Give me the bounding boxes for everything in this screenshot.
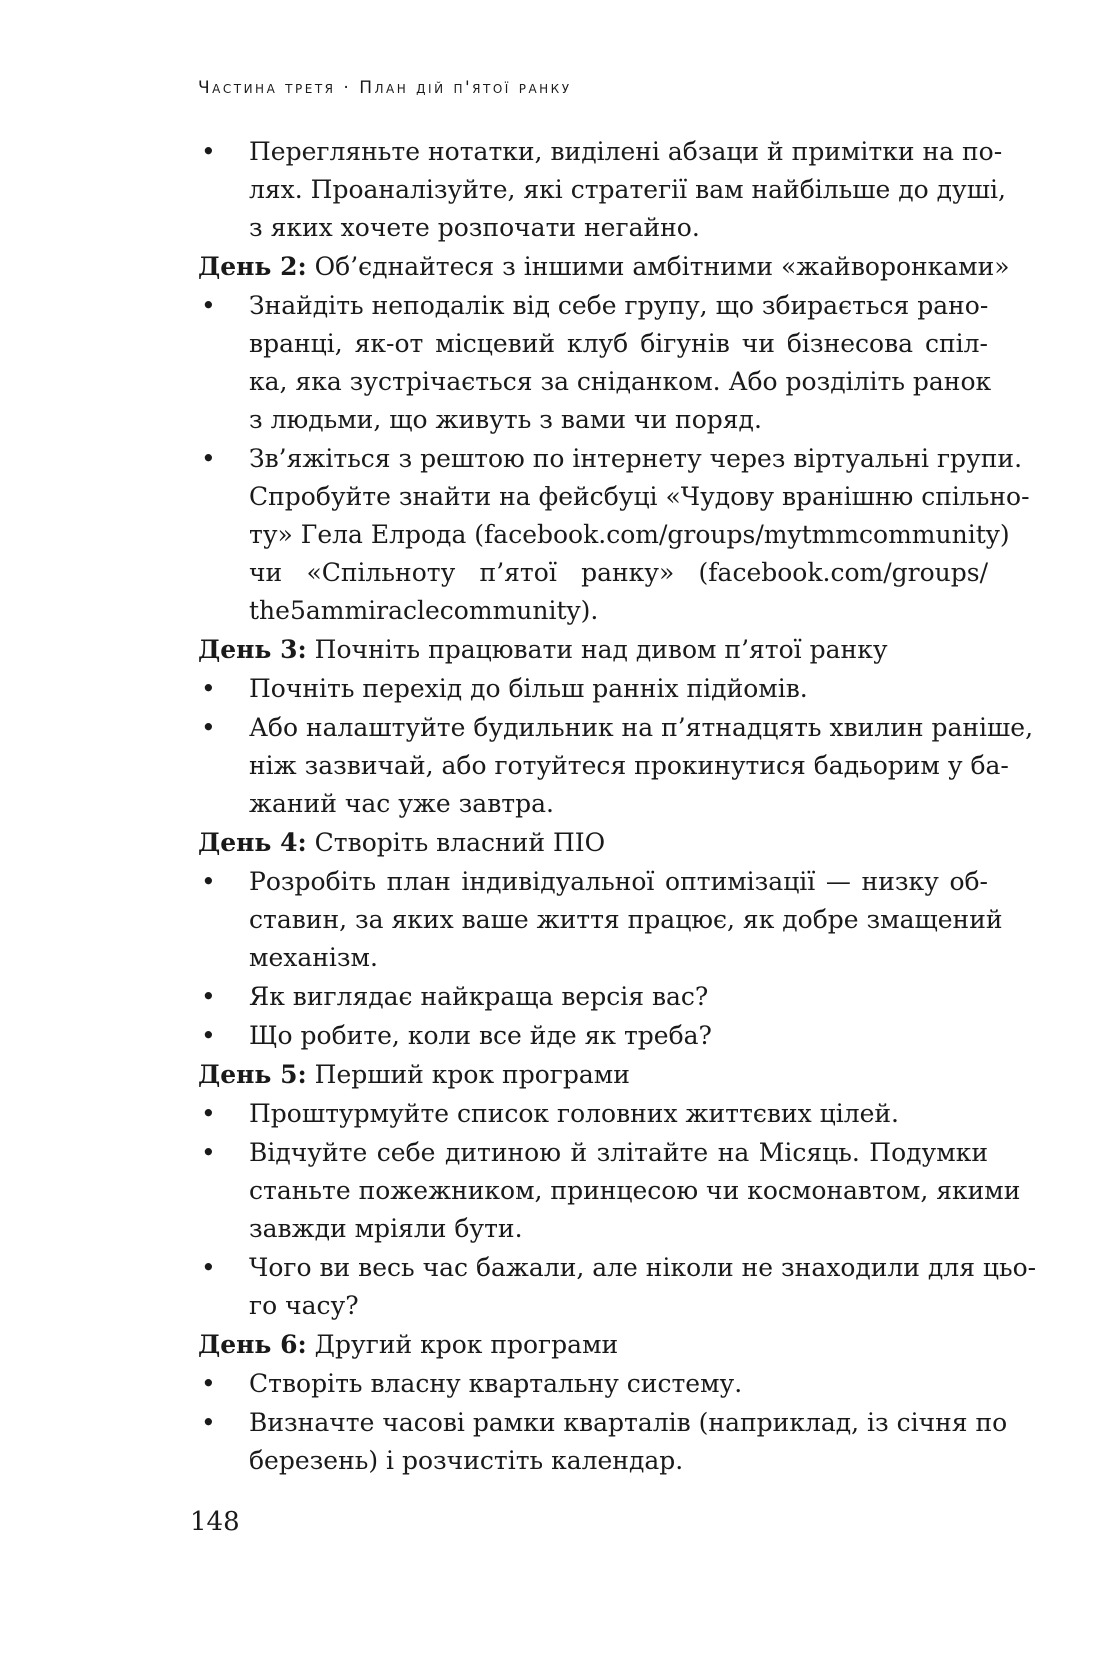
text-line: Або налаштуйте будильник на п’ятнадцять хвилин раніше, [249,713,1034,742]
text-line: Що робите, коли все йде як треба? [249,1021,712,1050]
bullet-item [198,709,1034,823]
day-heading [198,824,988,862]
bullet-icon: • [201,137,216,166]
text-line: Зв’яжіться з рештою по інтернету через віртуальні групи. [249,444,1023,473]
text-line: ту» Гела Елрода (facebook.com/groups/mytmmcommunity) [249,520,1010,549]
text-line: Почніть перехід до більш ранніх підйомів. [249,674,808,703]
text-line: Відчуйте себе дитиною й злітайте на Місяць. Подумки [249,1138,988,1167]
day-heading [198,631,988,669]
bullet-item [198,1134,1021,1248]
running-head: Частина третя · План дій п'ятої ранку [198,78,572,98]
bullet-item [198,670,988,708]
bullet-icon: • [201,1138,216,1167]
bullet-item [198,1249,1037,1325]
text-line: го часу? [249,1291,359,1320]
text-line: ставин, за яких ваше життя працює, як добре змащений [249,905,1003,934]
text-line: Знайдіть неподалік від себе групу, що збирається рано- [249,291,989,320]
text-line: завжди мріяли бути. [249,1214,523,1243]
bullet-icon: • [201,713,216,742]
bullet-item [198,1365,988,1403]
bullet-item [198,863,1003,977]
bullet-item [198,133,1006,247]
day-title: Почніть працювати над дивом п’ятої ранку [306,635,888,664]
bullet-item [198,1017,988,1055]
day-label: День 5: [198,1060,307,1089]
day-label: День 2: [198,252,307,281]
text-line: механізм. [249,943,378,972]
day-label: День 6: [198,1330,307,1359]
page-body [198,133,1037,1481]
day-heading [198,1326,988,1364]
day-title: Другий крок програми [306,1330,619,1359]
bullet-item [198,978,988,1016]
day-label: День 4: [198,828,307,857]
day-heading [198,1056,988,1094]
text-line: з людьми, що живуть з вами чи поряд. [249,405,762,434]
bullet-icon: • [201,1369,216,1398]
text-line: the5ammiraclecommunity). [249,596,599,625]
bullet-icon: • [201,1253,216,1282]
day-heading [198,248,1010,286]
bullet-icon: • [201,982,216,1011]
text-line: Створіть власну квартальну систему. [249,1369,743,1398]
bullet-icon: • [201,867,216,896]
bullet-icon: • [201,1408,216,1437]
bullet-icon: • [201,674,216,703]
bullet-item [198,1095,988,1133]
text-line: Як виглядає найкраща версія вас? [249,982,709,1011]
text-line: Визначте часові рамки кварталів (наприклад, із січня по [249,1408,1008,1437]
text-line: з яких хочете розпочати негайно. [249,213,700,242]
day-title: Створіть власний ПІО [306,828,606,857]
day-title: Об’єднайтеся з іншими амбітними «жайворонками» [306,252,1010,281]
text-line: ка, яка зустрічається за сніданком. Або розділіть ранок [249,367,992,396]
day-label: День 3: [198,635,307,664]
bullet-item [198,287,992,439]
text-line: жаний час уже завтра. [249,789,554,818]
page-number: 148 [190,1507,240,1537]
text-line: станьте пожежником, принцесою чи космонавтом, якими [249,1176,1021,1205]
text-line: Проштурмуйте список головних життєвих цілей. [249,1099,899,1128]
bullet-icon: • [201,1021,216,1050]
text-line: Перегляньте нотатки, виділені абзаци й примітки на по- [249,137,1003,166]
text-line: вранці, як-от місцевий клуб бігунів чи бізнесова спіл- [249,329,988,358]
text-line: Спробуйте знайти на фейсбуці «Чудову вранішню спільно- [249,482,1030,511]
text-line: чи «Спільноту п’ятої ранку» (facebook.com/groups/ [249,558,988,587]
bullet-icon: • [201,444,216,473]
text-line: лях. Проаналізуйте, які стратегії вам найбільше до душі, [249,175,1006,204]
bullet-item [198,1404,1008,1480]
bullet-icon: • [201,1099,216,1128]
text-line: березень) і розчистіть календар. [249,1446,684,1475]
text-line: ніж зазвичай, або готуйтеся прокинутися бадьорим у ба- [249,751,1009,780]
day-title: Перший крок програми [306,1060,630,1089]
text-line: Чого ви весь час бажали, але ніколи не знаходили для цьо- [249,1253,1037,1282]
bullet-item [198,440,1030,630]
text-line: Розробіть план індивідуальної оптимізації — низку об- [249,867,988,896]
bullet-icon: • [201,291,216,320]
